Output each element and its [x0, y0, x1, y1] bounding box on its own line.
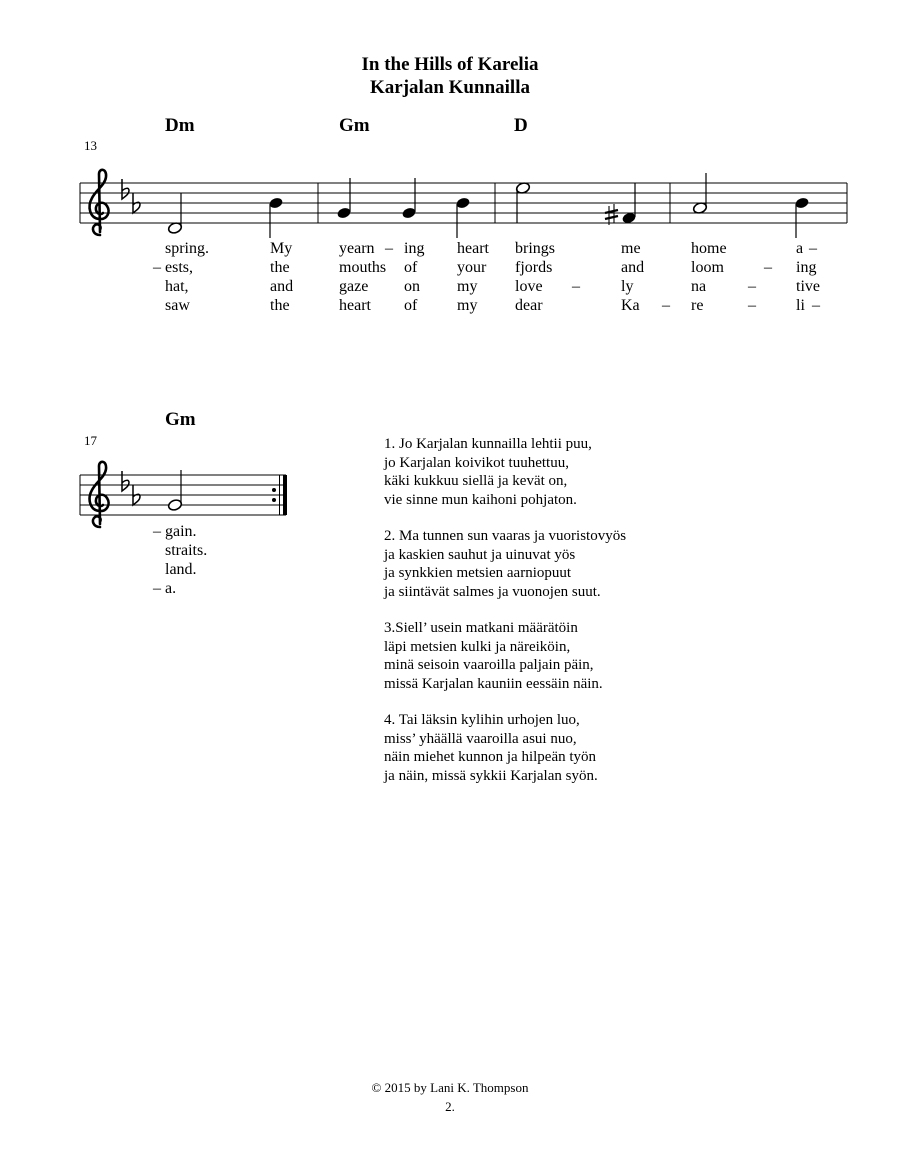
note-half — [167, 193, 182, 235]
lyric-syllable: na — [691, 278, 707, 295]
hyphen: – — [764, 259, 772, 276]
note-half — [167, 470, 182, 512]
lyric-syllable: brings — [515, 240, 555, 257]
verse-line: ja kaskien sauhut ja uinuvat yös — [384, 546, 576, 563]
hyphen: – — [812, 297, 820, 314]
lyric-syllable: a. — [165, 580, 177, 597]
lyric-syllable: home — [691, 240, 727, 257]
lyric-syllable: gaze — [339, 278, 369, 295]
lyric-syllable: and — [270, 278, 294, 295]
lyric-syllable: re — [691, 297, 704, 314]
lyric-syllable: spring. — [165, 240, 209, 257]
measure-number: 17 — [84, 433, 97, 448]
verse-line: missä Karjalan kauniin eessäin näin. — [384, 675, 603, 692]
lyric-syllable: hat, — [165, 278, 189, 295]
lyric-syllable: Ka — [621, 297, 640, 314]
lyric-syllable: loom — [691, 259, 724, 276]
verse-line: 3.Siell’ usein matkani määrätöin — [384, 620, 578, 636]
verse-3 — [384, 619, 626, 693]
lyric-syllable: ing — [796, 259, 817, 276]
hyphen: – — [748, 278, 756, 295]
note-quarter — [268, 196, 283, 238]
note-quarter — [401, 178, 416, 220]
verse-line: näin miehet kunnon ja hilpeän työn — [384, 749, 597, 765]
staff-system-1 — [80, 170, 847, 238]
verse-line: ja siintävät salmes ja vuonojen suut. — [384, 583, 601, 600]
lyric-syllable: heart — [457, 240, 489, 257]
lyric-syllable: your — [457, 259, 487, 276]
note-quarter — [621, 183, 636, 225]
lyric-syllable: tive — [796, 278, 820, 295]
note-quarter — [794, 196, 809, 238]
verse-line: miss’ yhäällä vaaroilla asui nuo, — [384, 730, 577, 747]
hyphen: – — [662, 297, 670, 314]
lyric-syllable: gain. — [165, 523, 197, 540]
hyphen: – — [153, 580, 161, 597]
lyric-syllable: the — [270, 259, 290, 276]
verses-block — [384, 435, 626, 803]
lyric-syllable: fjords — [515, 259, 553, 276]
verse-line: ja synkkien metsien aarniopuut — [384, 565, 572, 581]
song-subtitle: Karjalan Kunnailla — [370, 77, 530, 98]
flat-icon — [122, 471, 129, 491]
hyphen: – — [572, 278, 580, 295]
hyphen: – — [153, 259, 161, 276]
lyric-syllable: saw — [165, 297, 190, 314]
verse-2 — [384, 527, 626, 601]
lyric-syllable: yearn — [339, 240, 375, 257]
lyric-syllable: my — [457, 278, 478, 295]
treble-clef-icon — [90, 170, 109, 235]
note-quarter — [455, 196, 470, 238]
verse-line: 4. Tai läksin kylihin urhojen luo, — [384, 712, 580, 728]
copyright-notice: © 2015 by Lani K. Thompson — [371, 1080, 529, 1095]
staff-system-2 — [80, 462, 287, 527]
lyric-syllable: the — [270, 297, 290, 314]
note-half — [515, 181, 530, 223]
verse-line: ja näin, missä sykkii Karjalan syön. — [384, 767, 598, 784]
hyphen: – — [809, 240, 817, 257]
page-number: 2. — [445, 1099, 455, 1114]
lyric-syllable: mouths — [339, 259, 387, 276]
lyric-syllable: a — [796, 240, 804, 257]
lyric-syllable: of — [404, 297, 418, 314]
flat-icon — [122, 179, 129, 199]
song-title: In the Hills of Karelia — [361, 54, 539, 75]
chord-symbol: Gm — [165, 409, 196, 430]
verse-line: minä seisoin vaaroilla paljain päin, — [384, 657, 594, 673]
chord-symbol: Dm — [165, 115, 195, 136]
verse-line: 2. Ma tunnen sun vaaras ja vuoristovyös — [384, 528, 627, 544]
hyphen: – — [748, 297, 756, 314]
lyric-syllable: straits. — [165, 542, 208, 559]
lyric-syllable: ing — [404, 240, 425, 257]
verse-line: läpi metsien kulki ja näreiköin, — [384, 638, 571, 655]
lyric-syllable: li — [796, 297, 805, 314]
lyric-syllable: ests, — [165, 259, 193, 276]
verse-1 — [384, 435, 626, 509]
lyric-syllable: and — [621, 259, 645, 276]
hyphen: – — [153, 523, 161, 540]
note-half — [692, 173, 707, 215]
measure-number: 13 — [84, 138, 97, 153]
verse-line: 1. Jo Karjalan kunnailla lehtii puu, — [384, 436, 592, 452]
lyric-syllable: on — [404, 278, 420, 295]
treble-clef-icon — [90, 462, 109, 527]
verse-line: jo Karjalan koivikot tuuhettuu, — [384, 454, 569, 471]
hyphen: – — [385, 240, 393, 257]
lyric-syllable: heart — [339, 297, 371, 314]
lyric-syllable: my — [457, 297, 478, 314]
verse-line: käki kukkuu siellä ja kevät on, — [384, 473, 568, 489]
lyric-syllable: of — [404, 259, 418, 276]
chord-symbol: Gm — [339, 115, 370, 136]
lyric-syllable: land. — [165, 561, 197, 578]
lyric-syllable: me — [621, 240, 641, 257]
lyric-syllable: love — [515, 278, 543, 295]
verse-line: vie sinne mun kaihoni pohjaton. — [384, 491, 577, 508]
sharp-icon — [605, 204, 618, 225]
lyric-syllable: My — [270, 240, 293, 257]
chord-symbol: D — [514, 115, 528, 136]
lyric-syllable: dear — [515, 297, 543, 314]
verse-4 — [384, 711, 626, 785]
lyric-syllable: ly — [621, 278, 634, 295]
note-quarter — [336, 178, 351, 220]
